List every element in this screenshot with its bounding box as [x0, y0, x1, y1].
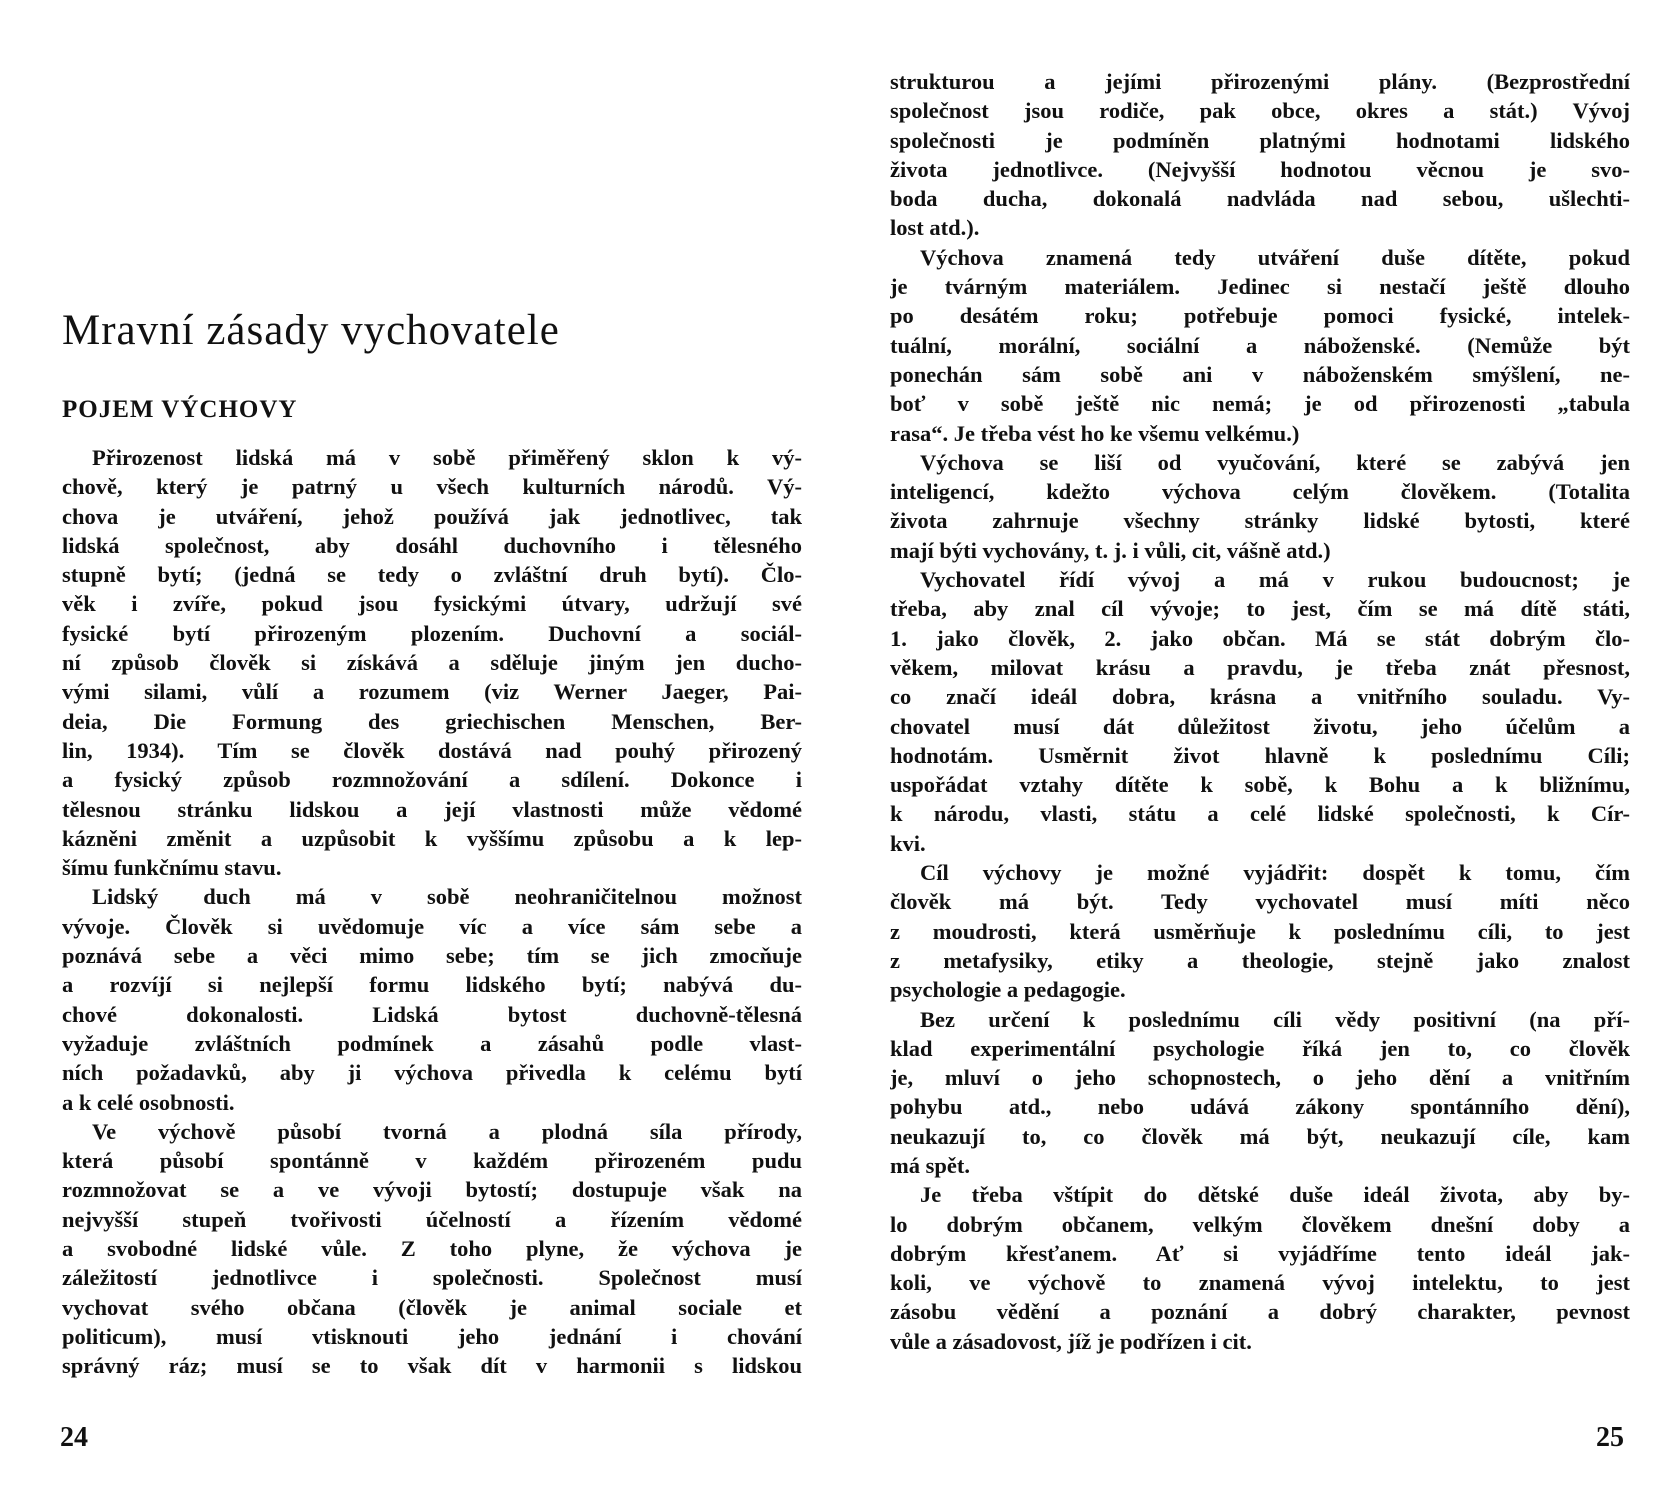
text-line: společnost jsou rodiče, pak obce, okres a stát.) Vývoj: [890, 98, 1630, 124]
text-line: a svobodné lidské vůle. Z toho plyne, že výchova je: [62, 1236, 802, 1262]
text-line: vými silami, vůlí a rozumem (viz Werner Jaeger, Pai-: [62, 679, 802, 705]
text-line: kvi.: [890, 830, 926, 856]
text-line: společnosti je podmíněn platnými hodnotami lidského: [890, 127, 1630, 153]
text-line: nejvyšší stupeň tvořivosti účelností a řízením vědomé: [62, 1206, 802, 1232]
text-line: strukturou a jejími přirozenými plány. (Bezprostřední: [890, 69, 1630, 94]
text-line: chova je utváření, jehož používá jak jednotlivec, tak: [62, 503, 802, 529]
text-line: života zahrnuje všechny stránky lidské bytosti, které: [890, 508, 1630, 534]
right-text-column: [890, 67, 1630, 1356]
text-line: která působí spontánně v každém přirozeném pudu: [62, 1148, 802, 1174]
text-line: neukazují to, co člověk má být, neukazují cíle, kam: [890, 1123, 1630, 1149]
text-line: vůle a zásadovost, jíž je podřízen i cit.: [890, 1328, 1252, 1354]
text-line: věkem, milovat krásu a pravdu, je třeba znát přesnost,: [890, 654, 1630, 680]
page-number-left: 24: [60, 1422, 88, 1453]
right-page: [832, 0, 1664, 1500]
text-line: chově, který je patrný u všech kulturních národů. Vý-: [62, 474, 802, 500]
text-line: lin, 1934). Tím se člověk dostává nad pouhý přirozený: [62, 737, 802, 763]
text-line: chové dokonalosti. Lidská bytost duchovně-tělesná: [62, 1001, 802, 1027]
text-line: Lidský duch má v sobě neohraničitelnou možnost: [92, 884, 802, 910]
text-line: 1. jako člověk, 2. jako občan. Má se stát dobrým člo-: [890, 625, 1630, 651]
text-line: fysické bytí přirozeným plozením. Duchovní a sociál-: [62, 620, 802, 646]
text-line: Výchova se liší od vyučování, které se zabývá jen: [920, 449, 1630, 475]
section-heading: POJEM VÝCHOVY: [62, 396, 298, 423]
text-line: života jednotlivce. (Nejvyšší hodnotou věcnou je svo-: [890, 156, 1630, 182]
text-line: mají býti vychovány, t. j. i vůli, cit, vášně atd.): [890, 537, 1331, 563]
text-line: lo dobrým občanem, velkým člověkem dnešní doby a: [890, 1211, 1630, 1237]
text-line: klad experimentální psychologie říká jen to, co člověk: [890, 1035, 1630, 1061]
text-line: zásobu vědění a poznání a dobrý charakter, pevnost: [890, 1299, 1630, 1325]
text-line: po desátém roku; potřebuje pomoci fysické, intelek-: [890, 303, 1630, 329]
text-line: věk i zvíře, pokud jsou fysickými útvary, udržují své: [62, 591, 802, 617]
text-line: dobrým křesťanem. Ať si vyjádříme tento ideál jak-: [890, 1240, 1630, 1266]
text-line: šímu funkčnímu stavu.: [62, 855, 282, 881]
text-line: a k celé osobnosti.: [62, 1089, 235, 1115]
text-line: tělesnou stránku lidskou a její vlastnosti může vědomé: [62, 796, 802, 822]
text-line: a rozvíjí si nejlepší formu lidského bytí; nabývá du-: [62, 972, 802, 998]
text-line: záležitostí jednotlivce i společnosti. Společnost musí: [62, 1265, 802, 1291]
left-text-column: [62, 443, 802, 1381]
text-line: inteligencí, kdežto výchova celým člověkem. (Totalita: [890, 479, 1630, 505]
text-line: rasa“. Je třeba vést ho ke všemu velkému.): [890, 420, 1300, 446]
text-line: lost atd.).: [890, 215, 980, 241]
text-line: je tvárným materiálem. Jedinec si nestačí ještě dlouho: [890, 274, 1630, 300]
text-line: rozmnožovat se a ve vývoji bytostí; dostupuje však na: [62, 1177, 802, 1203]
text-line: ponechán sám sobě ani v náboženském smýšlení, ne-: [890, 361, 1630, 387]
text-line: vychovat svého občana (člověk je animal sociale et: [62, 1294, 802, 1320]
text-line: správný ráz; musí se to však dít v harmonii s lidskou: [62, 1353, 802, 1379]
text-line: Ve výchově působí tvorná a plodná síla přírody,: [92, 1118, 802, 1144]
text-line: lidská společnost, aby dosáhl duchovního i tělesného: [62, 532, 802, 558]
text-line: ních požadavků, aby ji výchova přivedla k celému bytí: [62, 1060, 802, 1086]
text-line: má spět.: [890, 1152, 970, 1178]
text-line: Výchova znamená tedy utváření duše dítěte, pokud: [920, 244, 1630, 270]
text-line: politicum), musí vtisknouti jeho jednání i chování: [62, 1323, 802, 1349]
text-line: člověk má být. Tedy vychovatel musí míti něco: [890, 889, 1630, 915]
text-line: z moudrosti, která usměrňuje k poslednímu cíli, to jest: [890, 918, 1630, 944]
text-line: hodnotám. Usměrnit život hlavně k poslednímu Cíli;: [890, 742, 1630, 768]
text-line: chovatel musí dát důležitost životu, jeho účelům a: [890, 713, 1630, 739]
page-number-right: 25: [1596, 1422, 1624, 1453]
text-line: boda ducha, dokonalá nadvláda nad sebou, ušlechti-: [890, 186, 1630, 212]
text-line: Cíl výchovy je možné vyjádřit: dospět k tomu, čím: [920, 860, 1630, 886]
text-line: kázněni změnit a uzpůsobit k vyššímu způsobu a k lep-: [62, 825, 802, 851]
text-line: stupně bytí; (jedná se tedy o zvláštní druh bytí). Člo-: [62, 562, 802, 588]
chapter-title: Mravní zásady vychovatele: [62, 307, 560, 354]
text-line: ní způsob člověk si získává a sděluje jiným jen ducho-: [62, 650, 802, 676]
text-line: Bez určení k poslednímu cíli vědy positivní (na pří-: [920, 1006, 1630, 1032]
text-line: tuální, morální, sociální a náboženské. (Nemůže být: [890, 332, 1630, 358]
text-line: třeba, aby znal cíl vývoje; to jest, čím se má dítě státi,: [890, 596, 1630, 622]
text-line: co značí ideál dobra, krásna a vnitřního souladu. Vy-: [890, 684, 1630, 710]
text-line: Přirozenost lidská má v sobě přiměřený sklon k vý-: [92, 445, 802, 470]
text-line: uspořádat vztahy dítěte k sobě, k Bohu a k bližnímu,: [890, 772, 1630, 798]
text-line: psychologie a pedagogie.: [890, 977, 1126, 1003]
text-line: z metafysiky, etiky a theologie, stejně jako znalost: [890, 947, 1630, 973]
text-line: k národu, vlasti, státu a celé lidské společnosti, k Cír-: [890, 801, 1630, 827]
text-line: a fysický způsob rozmnožování a sdílení. Dokonce i: [62, 767, 802, 793]
text-line: poznává sebe a věci mimo sebe; tím se jich zmocňuje: [62, 943, 802, 969]
text-line: Vychovatel řídí vývoj a má v rukou budoucnost; je: [920, 567, 1630, 593]
text-line: Je třeba vštípit do dětské duše ideál života, aby by-: [920, 1182, 1630, 1208]
text-line: vyžaduje zvláštních podmínek a zásahů podle vlast-: [62, 1030, 802, 1056]
text-line: deia, Die Formung des griechischen Menschen, Ber-: [62, 708, 802, 734]
text-line: pohybu atd., nebo udává zákony spontánního dění),: [890, 1094, 1630, 1120]
text-line: koli, ve výchově to znamená vývoj intelektu, to jest: [890, 1270, 1630, 1296]
text-line: vývoje. Člověk si uvědomuje víc a více sám sebe a: [62, 913, 802, 939]
text-line: boť v sobě ještě nic nemá; je od přirozenosti „tabula: [890, 391, 1630, 417]
text-line: je, mluví o jeho schopnostech, o jeho dění a vnitřním: [890, 1065, 1630, 1091]
